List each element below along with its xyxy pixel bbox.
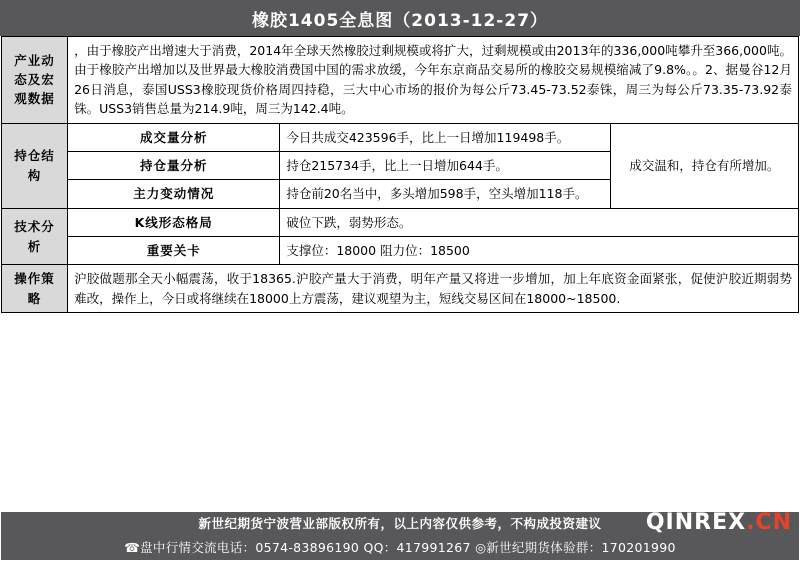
row-label-positions: 持仓结构 xyxy=(2,123,68,208)
technical-item-value-0: 破位下跌，弱势形态。 xyxy=(280,208,799,236)
watermark-qin: QIN xyxy=(645,510,695,535)
macro-content: ，由于橡胶产出增速大于消费，2014年全球天然橡胶过剩规模或将扩大，过剩规模或由2013年的336,000吨攀升至366,000吨。由于橡胶产出增加以及世界最大橡胶消费国中国的需求放缓，今年东京商品交易所的橡胶交易规模缩减了9.8%。。2、据曼谷12月26日消息，泰国USS3橡胶现货价格周四持稳，三大中心市场的报价为每公斤73.45-73.52泰铢，周三为每公斤73.35-73.92泰铢。USS3销售总量为214.9吨，周三为142.4吨。 xyxy=(68,37,799,124)
strategy-content: 沪胶做题那全天小幅震荡，收于18365.沪胶产量大于消费，明年产量又将进一步增加，加上年底资金面紧张，促使沪胶近期弱势难改，操作上，今日或将继续在18000上方震荡，建议观望为主，短线交易区间在18000~18500. xyxy=(68,265,799,313)
watermark-rex: REX xyxy=(694,510,747,535)
row-label-technical: 技术分析 xyxy=(2,208,68,265)
table-row xyxy=(2,237,799,265)
positions-item-value-1: 持仓215734手，比上一日增加644手。 xyxy=(280,151,610,179)
positions-item-label-2: 主力变动情况 xyxy=(68,180,280,208)
positions-side-note: 成交温和，持仓有所增加。 xyxy=(610,123,798,208)
table-row xyxy=(2,265,799,313)
positions-item-value-2: 持仓前20名当中，多头增加598手，空头增加118手。 xyxy=(280,180,610,208)
page-title: 橡胶1405全息图（2013-12-27） xyxy=(0,0,800,36)
positions-item-label-1: 持仓量分析 xyxy=(68,151,280,179)
technical-item-label-1: 重要关卡 xyxy=(68,237,280,265)
table-row xyxy=(2,123,799,151)
technical-item-value-1: 支撑位：18000 阻力位：18500 xyxy=(280,237,799,265)
report-table xyxy=(1,36,799,313)
footer-copyright: 新世纪期货宁波营业部版权所有，以上内容仅供参考，不构成投资建议 xyxy=(198,516,602,532)
footer xyxy=(1,512,799,560)
technical-item-label-0: K线形态格局 xyxy=(68,208,280,236)
row-label-strategy: 操作策略 xyxy=(2,265,68,313)
row-label-macro: 产业动态及宏观数据 xyxy=(2,37,68,124)
positions-item-label-0: 成交量分析 xyxy=(68,123,280,151)
footer-contact: ☎盘中行情交流电话：0574-83896190 QQ：417991267 ◎新世纪期货体验群：170201990 xyxy=(124,540,676,555)
positions-item-value-0: 今日共成交423596手，比上一日增加119498手。 xyxy=(280,123,610,151)
watermark-cn: .CN xyxy=(746,510,792,535)
table-row xyxy=(2,208,799,236)
report-table-wrapper xyxy=(0,36,800,313)
table-row xyxy=(2,37,799,124)
